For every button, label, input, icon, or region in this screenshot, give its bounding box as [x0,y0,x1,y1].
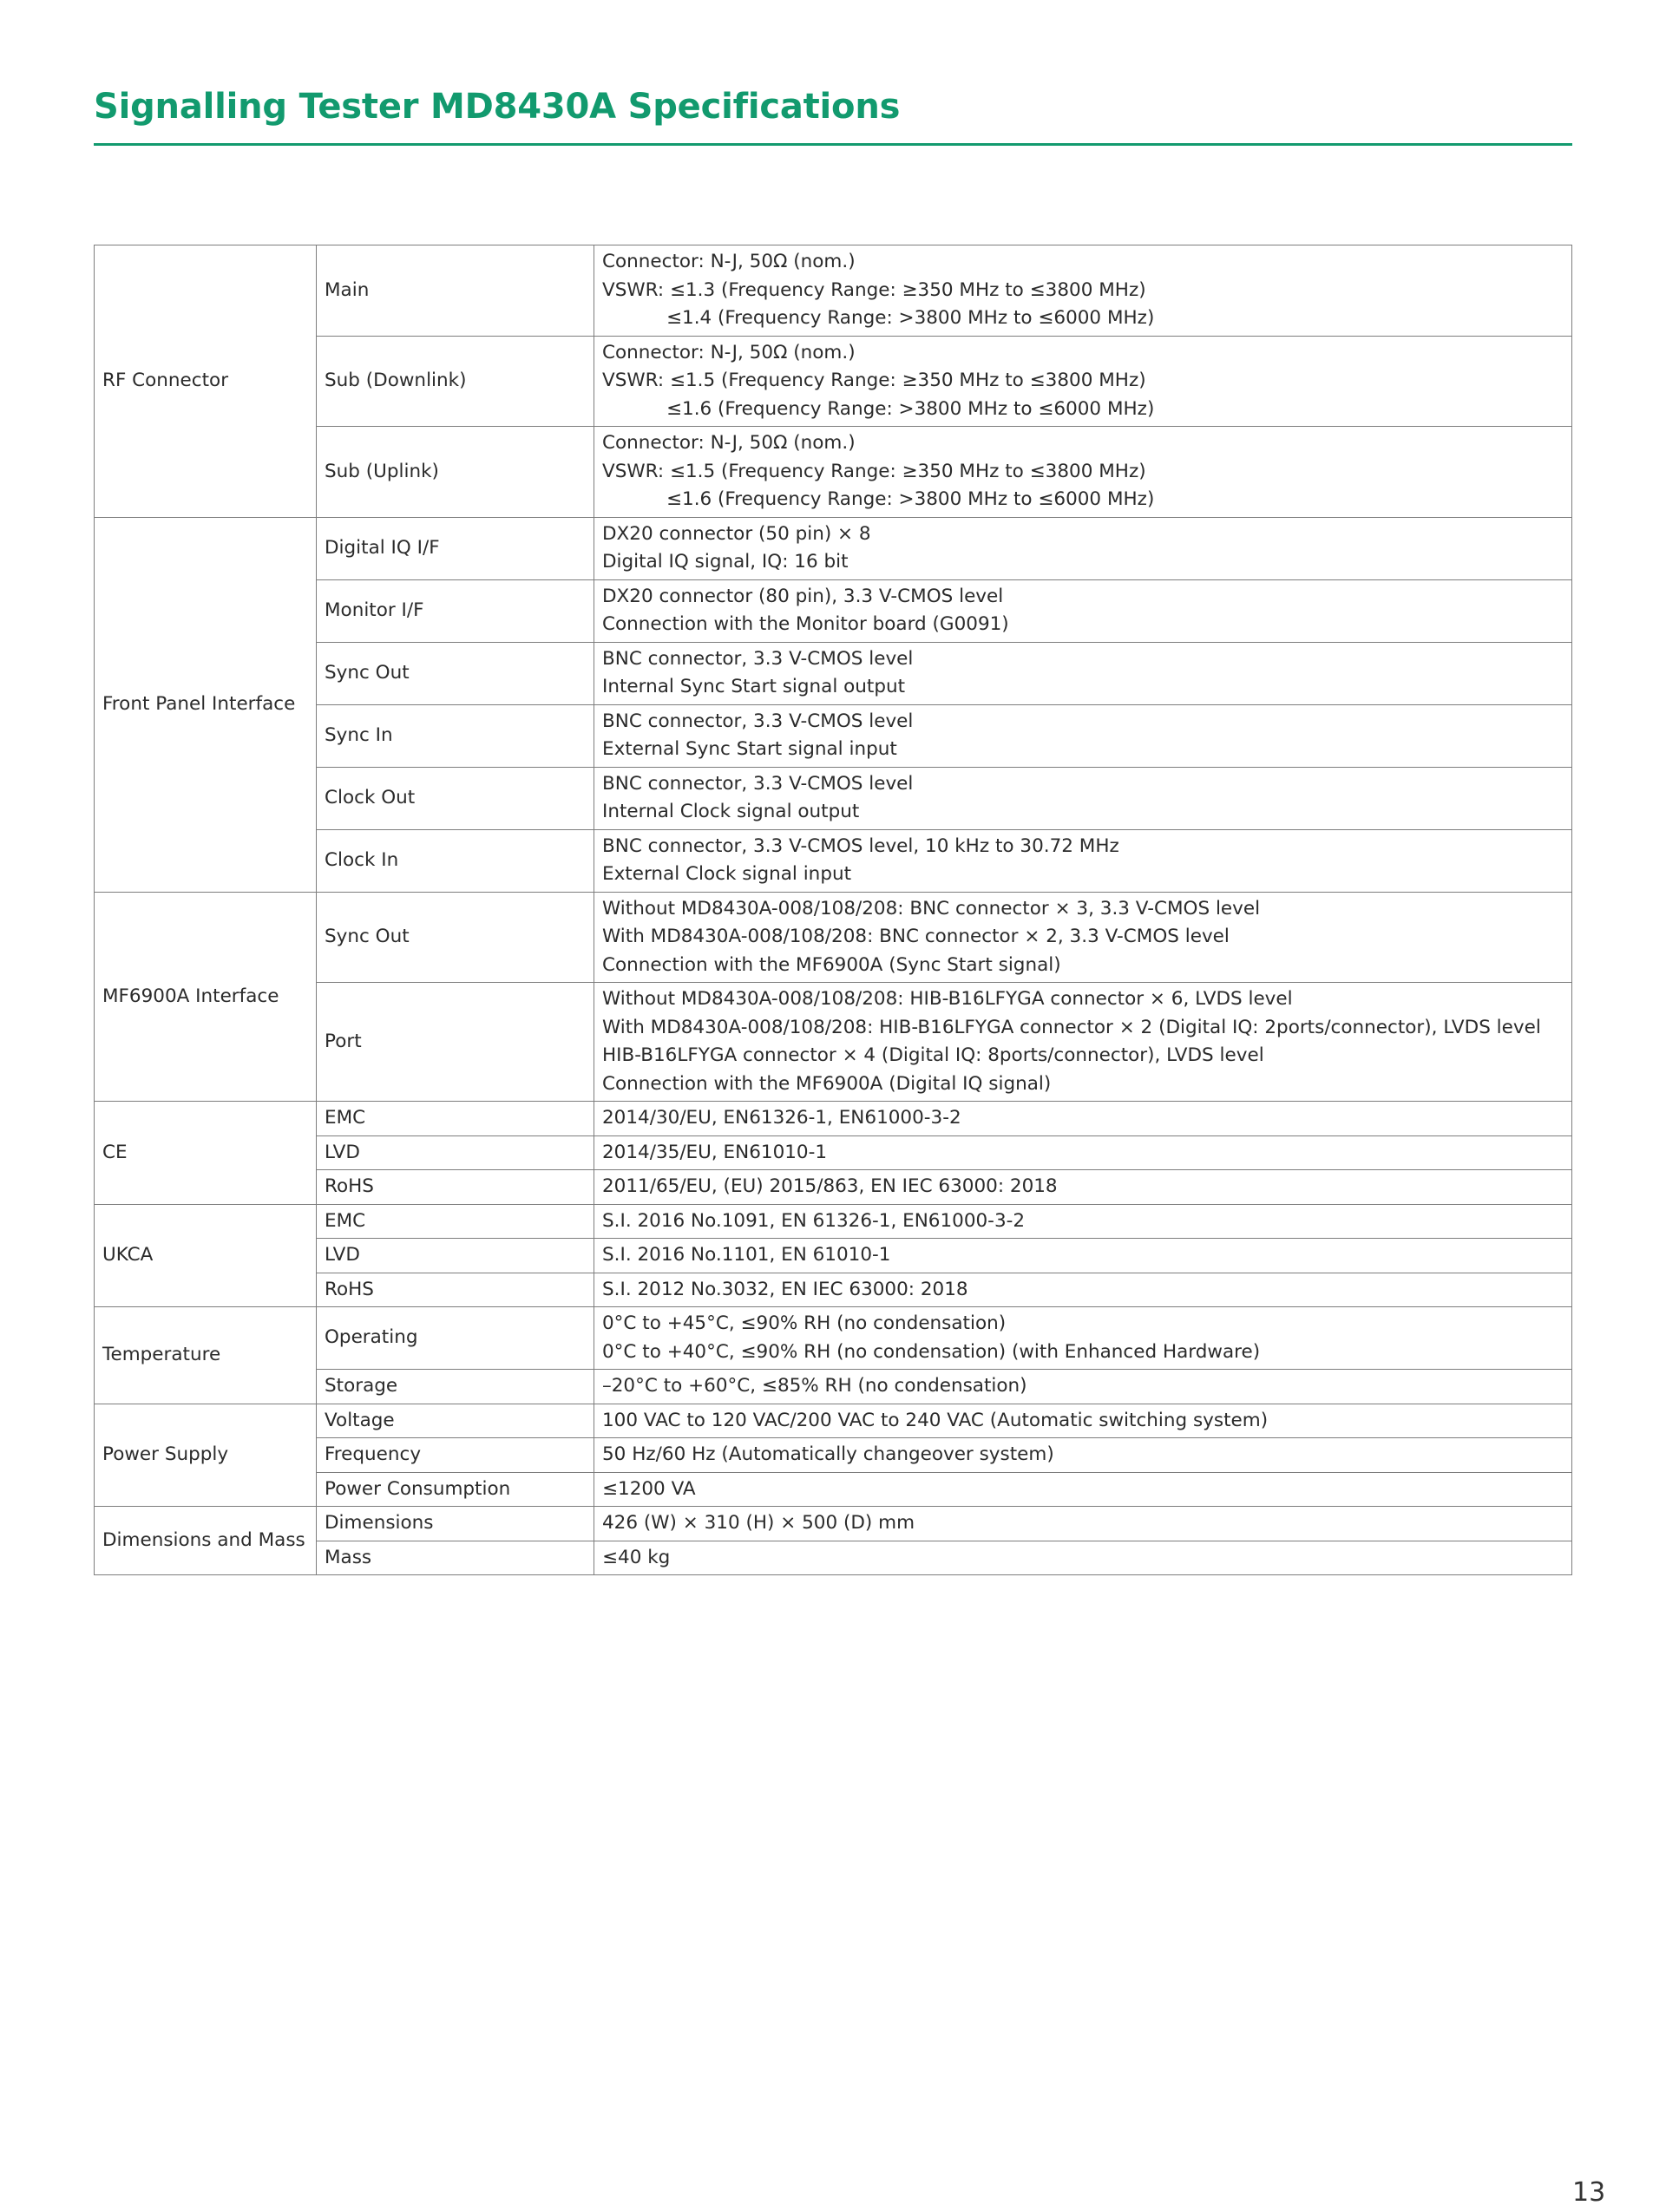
category-cell: MF6900A Interface [95,892,317,1102]
spec-cell [594,579,1572,642]
category-cell: CE [95,1102,317,1205]
spec-cell [594,1135,1572,1170]
item-cell: LVD [317,1135,594,1170]
spec-line: External Sync Start signal input [602,738,897,760]
item-cell: Dimensions [317,1507,594,1541]
spec-cell [594,1239,1572,1273]
spec-line: BNC connector, 3.3 V-CMOS level [602,647,914,670]
item-cell: Monitor I/F [317,579,594,642]
table-row [95,1541,1572,1575]
spec-cell [594,1273,1572,1307]
spec-line: ≤40 kg [602,1546,671,1568]
spec-cell [594,1370,1572,1404]
item-cell: Storage [317,1370,594,1404]
spec-line: Digital IQ signal, IQ: 16 bit [602,551,849,573]
table-row [95,245,1572,337]
item-cell: Sub (Downlink) [317,336,594,427]
spec-line: Without MD8430A-008/108/208: BNC connector × 3, 3.3 V-CMOS level [602,897,1261,919]
spec-cell [594,1541,1572,1575]
table-row [95,579,1572,642]
item-cell: RoHS [317,1170,594,1205]
spec-line: 2014/35/EU, EN61010-1 [602,1141,828,1163]
category-cell: Temperature [95,1307,317,1404]
item-cell: Clock Out [317,767,594,829]
spec-line: Connector: N-J, 50Ω (nom.) [602,341,856,363]
spec-line: BNC connector, 3.3 V-CMOS level [602,772,914,795]
item-cell: Port [317,983,594,1102]
item-cell: Main [317,245,594,337]
spec-line: With MD8430A-008/108/208: HIB-B16LFYGA connector × 2 (Digital IQ: 2ports/connector), LVDS level [602,1016,1541,1038]
spec-cell [594,1307,1572,1370]
item-cell: EMC [317,1204,594,1239]
spec-line: VSWR: ≤1.3 (Frequency Range: ≥350 MHz to ≤3800 MHz) [602,278,1146,301]
spec-line: HIB-B16LFYGA connector × 4 (Digital IQ: 8ports/connector), LVDS level [602,1044,1264,1066]
spec-cell [594,1204,1572,1239]
spec-line: ≤1.6 (Frequency Range: >3800 MHz to ≤6000 MHz) [666,488,1155,510]
table-row [95,1404,1572,1438]
table-row [95,767,1572,829]
item-cell: RoHS [317,1273,594,1307]
spec-line: 2014/30/EU, EN61326-1, EN61000-3-2 [602,1107,961,1129]
table-row [95,1273,1572,1307]
spec-cell [594,983,1572,1102]
spec-cell [594,1170,1572,1205]
spec-line: Connection with the MF6900A (Sync Start signal) [602,953,1061,976]
spec-line: VSWR: ≤1.5 (Frequency Range: ≥350 MHz to ≤3800 MHz) [602,370,1146,391]
spec-line: Connection with the Monitor board (G0091) [602,613,1009,635]
spec-cell [594,704,1572,767]
spec-line: ≤1.4 (Frequency Range: >3800 MHz to ≤6000 MHz) [666,307,1155,329]
spec-line: BNC connector, 3.3 V-CMOS level [602,710,914,732]
spec-line: External Clock signal input [602,863,852,885]
spec-cell [594,517,1572,579]
table-row [95,1307,1572,1370]
item-cell: LVD [317,1239,594,1273]
spec-cell [594,1507,1572,1541]
item-cell: Voltage [317,1404,594,1438]
item-cell: Mass [317,1541,594,1575]
spec-line: S.I. 2012 No.3032, EN IEC 63000: 2018 [602,1278,968,1300]
table-row [95,1438,1572,1473]
spec-line: Connector: N-J, 50Ω (nom.) [602,432,856,454]
table-row [95,892,1572,983]
spec-line: S.I. 2016 No.1091, EN 61326-1, EN61000-3-2 [602,1209,1026,1232]
spec-line: DX20 connector (80 pin), 3.3 V-CMOS level [602,585,1004,607]
table-row [95,336,1572,427]
spec-line: VSWR: ≤1.5 (Frequency Range: ≥350 MHz to ≤3800 MHz) [602,460,1146,482]
spec-table [94,245,1572,1575]
spec-cell [594,1472,1572,1507]
item-cell: EMC [317,1102,594,1136]
item-cell: Sub (Uplink) [317,427,594,518]
table-row [95,1239,1572,1273]
spec-line: ≤1200 VA [602,1477,696,1500]
table-row [95,1170,1572,1205]
category-cell: RF Connector [95,245,317,518]
spec-cell [594,767,1572,829]
spec-cell [594,892,1572,983]
spec-line: Internal Sync Start signal output [602,676,906,697]
spec-cell [594,642,1572,704]
spec-cell [594,1102,1572,1136]
spec-cell [594,336,1572,427]
spec-line: Connector: N-J, 50Ω (nom.) [602,251,856,272]
page-title: Signalling Tester MD8430A Specifications [94,87,901,127]
spec-table-body [95,245,1572,1575]
spec-line: 0°C to +40°C, ≤90% RH (no condensation) (with Enhanced Hardware) [602,1340,1261,1363]
spec-line: 50 Hz/60 Hz (Automatically changeover system) [602,1443,1054,1465]
spec-line: BNC connector, 3.3 V-CMOS level, 10 kHz to 30.72 MHz [602,834,1119,857]
spec-line: With MD8430A-008/108/208: BNC connector × 2, 3.3 V-CMOS level [602,926,1230,947]
item-cell: Power Consumption [317,1472,594,1507]
spec-line: ≤1.6 (Frequency Range: >3800 MHz to ≤6000 MHz) [666,397,1155,420]
table-row [95,427,1572,518]
table-row [95,1204,1572,1239]
table-row [95,1472,1572,1507]
category-cell: UKCA [95,1204,317,1307]
category-cell: Dimensions and Mass [95,1507,317,1575]
item-cell: Clock In [317,829,594,892]
item-cell: Sync Out [317,892,594,983]
spec-line: Internal Clock signal output [602,801,860,822]
table-row [95,642,1572,704]
table-row [95,517,1572,579]
spec-line: 100 VAC to 120 VAC/200 VAC to 240 VAC (Automatic switching system) [602,1409,1269,1431]
page-number: 13 [1572,2177,1606,2208]
spec-cell [594,245,1572,337]
item-cell: Sync In [317,704,594,767]
spec-line: 2011/65/EU, (EU) 2015/863, EN IEC 63000: 2018 [602,1175,1058,1197]
spec-line: 426 (W) × 310 (H) × 500 (D) mm [602,1512,915,1534]
spec-cell [594,427,1572,518]
title-divider [94,143,1572,146]
spec-cell [594,1438,1572,1473]
spec-cell [594,1404,1572,1438]
spec-line: Without MD8430A-008/108/208: HIB-B16LFYGA connector × 6, LVDS level [602,988,1293,1010]
table-row [95,1135,1572,1170]
table-row [95,704,1572,767]
table-row [95,1507,1572,1541]
spec-line: Connection with the MF6900A (Digital IQ signal) [602,1072,1052,1095]
category-cell: Power Supply [95,1404,317,1507]
spec-line: DX20 connector (50 pin) × 8 [602,522,871,545]
item-cell: Frequency [317,1438,594,1473]
spec-line: –20°C to +60°C, ≤85% RH (no condensation) [602,1375,1027,1397]
spec-line: S.I. 2016 No.1101, EN 61010-1 [602,1244,891,1266]
table-row [95,983,1572,1102]
spec-cell [594,829,1572,892]
item-cell: Operating [317,1307,594,1370]
item-cell: Digital IQ I/F [317,517,594,579]
table-row [95,1102,1572,1136]
category-cell: Front Panel Interface [95,517,317,892]
item-cell: Sync Out [317,642,594,704]
table-row [95,829,1572,892]
spec-line: 0°C to +45°C, ≤90% RH (no condensation) [602,1312,1007,1334]
table-row [95,1370,1572,1404]
